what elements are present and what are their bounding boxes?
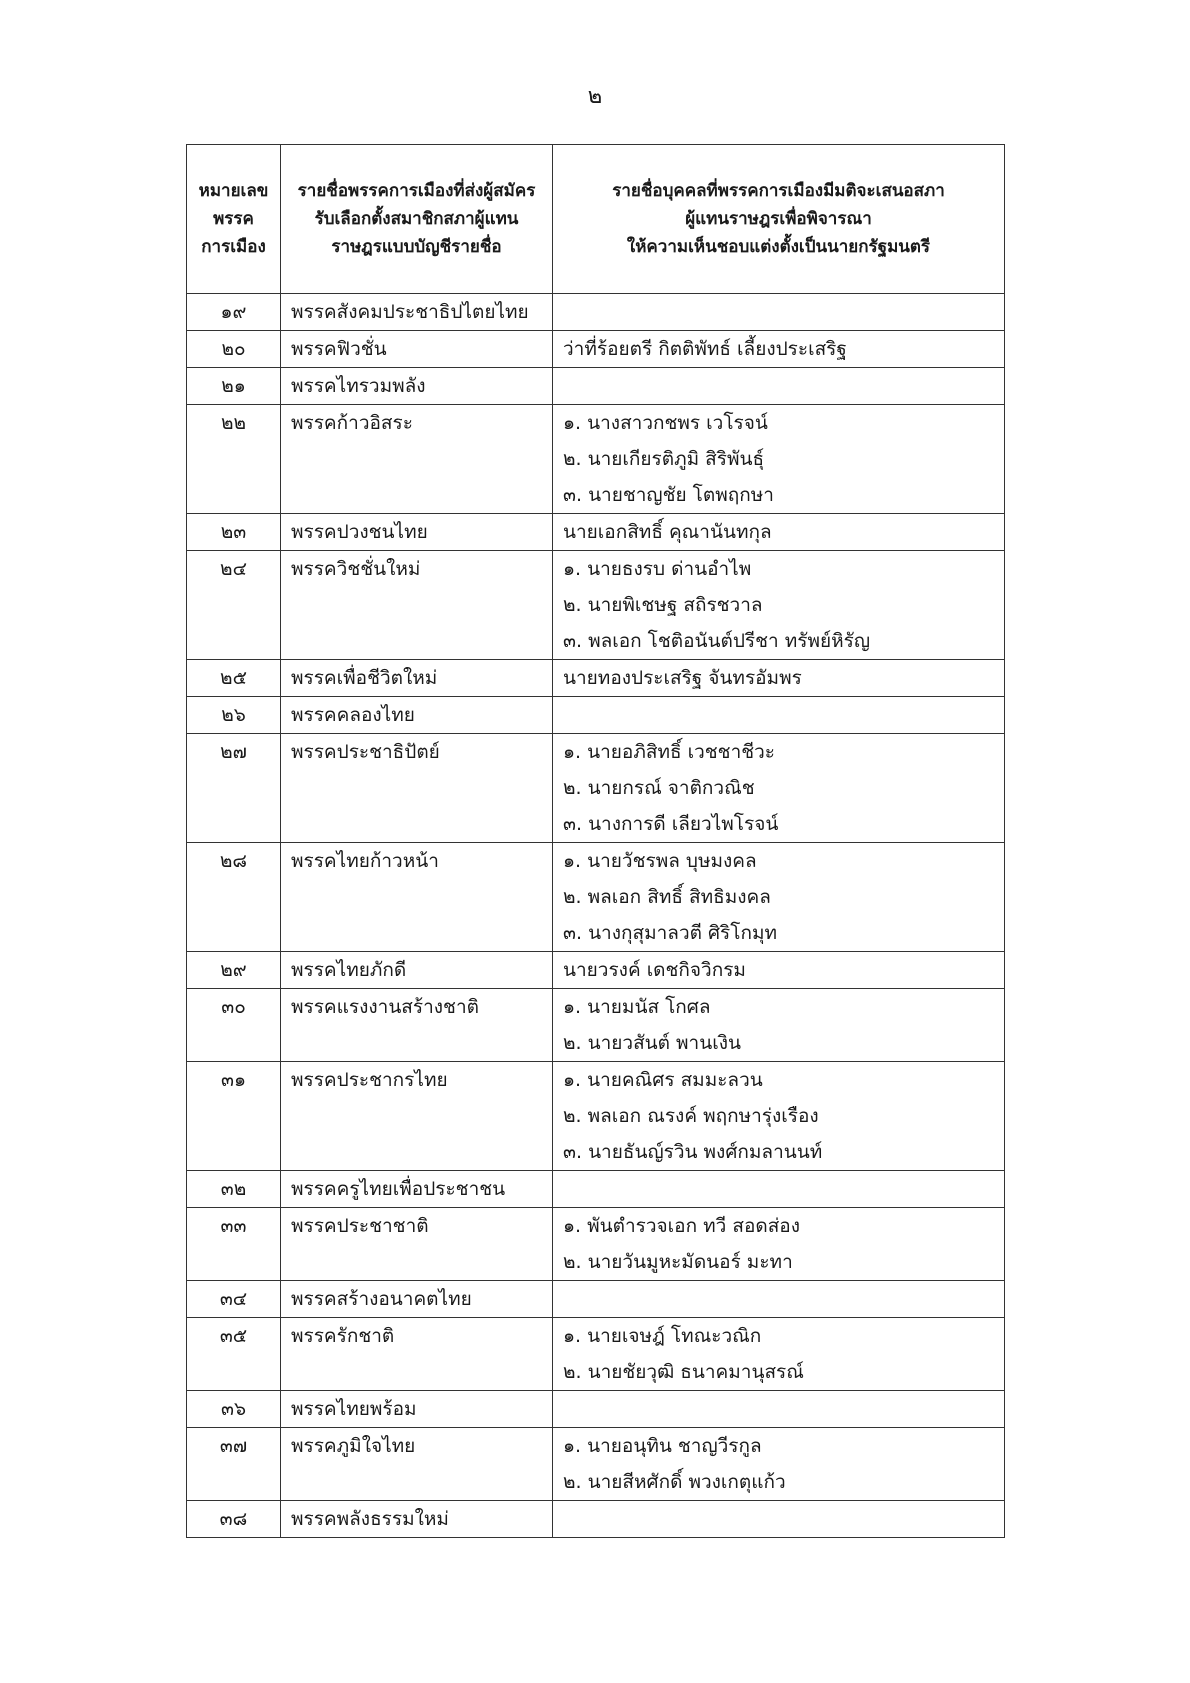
empty-cell <box>563 697 1004 733</box>
pm-candidates <box>553 1318 1005 1391</box>
party-number-text: ๓๖ <box>220 1398 247 1420</box>
party-name <box>281 952 553 989</box>
party-number-text: ๓๐ <box>221 996 246 1018</box>
pm-candidates <box>553 1208 1005 1281</box>
empty-cell <box>563 1391 1004 1427</box>
party-name-text: พรรคคลองไทย <box>291 704 415 726</box>
candidate-name: ๓. นายธันญ์รวิน พงศ์กมลานนท์ <box>563 1141 823 1163</box>
party-name <box>281 1391 553 1428</box>
table-row <box>187 294 1005 331</box>
pm-candidates <box>553 368 1005 405</box>
party-name-text: พรรคไทรวมพลัง <box>291 375 426 397</box>
empty-cell <box>563 1501 1004 1537</box>
table-row <box>187 405 1005 514</box>
table-row <box>187 368 1005 405</box>
pm-candidates <box>553 1171 1005 1208</box>
empty-cell <box>563 294 1004 330</box>
party-number-text: ๑๙ <box>220 301 247 323</box>
party-number <box>187 1318 281 1391</box>
table-row <box>187 331 1005 368</box>
pm-candidates <box>553 1062 1005 1171</box>
candidate-name: ๒. นายชัยวุฒิ ธนาคมานุสรณ์ <box>563 1361 804 1383</box>
table-row <box>187 660 1005 697</box>
party-name-text: พรรคฟิวชั่น <box>291 338 387 360</box>
party-name <box>281 331 553 368</box>
table-row <box>187 1391 1005 1428</box>
header-party-name: รายชื่อพรรคการเมืองที่ส่งผู้สมัคร รับเลือกตั้งสมาชิกสภาผู้แทน ราษฎรแบบบัญชีรายชื่อ <box>281 145 553 294</box>
party-name-text: พรรคสังคมประชาธิปไตยไทย <box>291 301 529 323</box>
pm-candidates <box>553 405 1005 514</box>
empty-cell <box>563 368 1004 404</box>
candidate-name: ๑. นายธงรบ ด่านอำไพ <box>563 558 752 580</box>
party-number <box>187 1062 281 1171</box>
party-number <box>187 1281 281 1318</box>
party-number <box>187 697 281 734</box>
party-name <box>281 1318 553 1391</box>
table-header <box>187 145 1005 294</box>
party-name-text: พรรคไทยภักดี <box>291 959 407 981</box>
party-name <box>281 734 553 843</box>
table-row <box>187 1208 1005 1281</box>
party-name-text: พรรคประชาชาติ <box>291 1215 429 1237</box>
pm-candidates <box>553 989 1005 1062</box>
party-number-text: ๓๓ <box>220 1215 247 1237</box>
party-number-text: ๓๘ <box>219 1508 248 1530</box>
header-pm-candidates: รายชื่อบุคคลที่พรรคการเมืองมีมติจะเสนอสภา ผู้แทนราษฎรเพื่อพิจารณา ให้ความเห็นชอบแต่งตั้งเป็นนายกรัฐมนตรี <box>553 145 1005 294</box>
header-party-number: หมายเลข พรรค การเมือง <box>187 145 281 294</box>
candidate-name: ๓. นางการดี เลียวไพโรจน์ <box>563 813 779 835</box>
party-name-text: พรรคประชาธิปัตย์ <box>291 741 440 763</box>
party-number-text: ๒๑ <box>221 375 246 397</box>
party-name <box>281 294 553 331</box>
table-row <box>187 843 1005 952</box>
party-number <box>187 368 281 405</box>
table-row <box>187 1062 1005 1171</box>
table-row <box>187 952 1005 989</box>
candidate-name: ๒. นายกรณ์ จาติกวณิช <box>563 777 755 799</box>
pm-candidates <box>553 551 1005 660</box>
party-name-text: พรรคพลังธรรมใหม่ <box>291 1508 449 1530</box>
table-row <box>187 697 1005 734</box>
party-name <box>281 1428 553 1501</box>
candidate-name: ว่าที่ร้อยตรี กิตติพัทธ์ เลี้ยงประเสริฐ <box>563 338 847 360</box>
party-number-text: ๒๕ <box>220 667 247 689</box>
party-number <box>187 660 281 697</box>
candidate-name: ๑. นายเจษฎ์ โทณะวณิก <box>563 1325 762 1347</box>
party-name-text: พรรคไทยก้าวหน้า <box>291 850 439 872</box>
party-number-text: ๓๑ <box>220 1069 247 1091</box>
pm-candidates <box>553 697 1005 734</box>
party-name <box>281 1062 553 1171</box>
party-name <box>281 1501 553 1538</box>
table-row <box>187 1501 1005 1538</box>
party-number <box>187 331 281 368</box>
candidate-name: ๒. นายวสันต์ พานเงิน <box>563 1032 741 1054</box>
party-name-text: พรรคปวงชนไทย <box>291 521 428 543</box>
party-number <box>187 294 281 331</box>
party-number-text: ๒๒ <box>220 412 247 434</box>
party-name-text: พรรครักชาติ <box>291 1325 395 1347</box>
table-row <box>187 551 1005 660</box>
party-name <box>281 1281 553 1318</box>
candidate-name: ๑. นายอภิสิทธิ์ เวชชาชีวะ <box>563 741 776 763</box>
party-name <box>281 405 553 514</box>
party-name <box>281 989 553 1062</box>
empty-cell <box>563 1281 1004 1317</box>
party-name <box>281 1208 553 1281</box>
candidate-name: ๓. พลเอก โชติอนันต์ปรีชา ทรัพย์หิรัญ <box>563 630 871 652</box>
table-body <box>187 294 1005 1538</box>
party-number <box>187 551 281 660</box>
party-name <box>281 551 553 660</box>
pm-candidates <box>553 1501 1005 1538</box>
table-row <box>187 1281 1005 1318</box>
table-row <box>187 989 1005 1062</box>
candidate-name: ๒. พลเอก สิทธิ์ สิทธิมงคล <box>563 886 771 908</box>
pm-candidates <box>553 952 1005 989</box>
table-row <box>187 734 1005 843</box>
candidate-name: นายเอกสิทธิ์ คุณานันทกุล <box>563 521 772 543</box>
candidate-name: นายวรงค์ เดชกิจวิกรม <box>563 959 746 981</box>
page-number: ๒ <box>587 84 603 109</box>
party-name-text: พรรคแรงงานสร้างชาติ <box>291 996 479 1018</box>
table-row <box>187 514 1005 551</box>
party-name <box>281 697 553 734</box>
pm-candidates <box>553 734 1005 843</box>
candidate-name: ๒. นายสีหศักดิ์ พวงเกตุแก้ว <box>563 1471 786 1493</box>
party-candidate-table <box>186 144 1005 1538</box>
party-number-text: ๒๙ <box>220 959 247 981</box>
pm-candidates <box>553 294 1005 331</box>
party-name <box>281 843 553 952</box>
party-number-text: ๒๘ <box>219 850 248 872</box>
party-number-text: ๓๗ <box>219 1435 248 1457</box>
party-number <box>187 734 281 843</box>
party-number <box>187 1428 281 1501</box>
table-row <box>187 1428 1005 1501</box>
pm-candidates <box>553 1428 1005 1501</box>
party-name-text: พรรคเพื่อชีวิตใหม่ <box>291 667 438 689</box>
pm-candidates <box>553 1281 1005 1318</box>
party-name <box>281 660 553 697</box>
candidate-name: ๑. นายมนัส โกศล <box>563 996 711 1018</box>
party-name-text: พรรคไทยพร้อม <box>291 1398 417 1420</box>
party-number <box>187 843 281 952</box>
party-name-text: พรรคประชากรไทย <box>291 1069 448 1091</box>
candidate-name: ๑. นางสาวกชพร เวโรจน์ <box>563 412 768 434</box>
party-number-text: ๓๔ <box>219 1288 248 1310</box>
party-number-text: ๒๐ <box>221 338 246 360</box>
candidate-name: ๑. นายคณิศร สมมะลวน <box>563 1069 763 1091</box>
party-name-text: พรรคสร้างอนาคตไทย <box>291 1288 472 1310</box>
party-number-text: ๓๒ <box>220 1178 247 1200</box>
pm-candidates <box>553 1391 1005 1428</box>
party-number <box>187 1208 281 1281</box>
table-row <box>187 1318 1005 1391</box>
candidate-name: นายทองประเสริฐ จันทรอัมพร <box>563 667 802 689</box>
pm-candidates <box>553 514 1005 551</box>
party-name-text: พรรคภูมิใจไทย <box>291 1435 416 1457</box>
party-number-text: ๓๕ <box>219 1325 248 1347</box>
party-number <box>187 952 281 989</box>
empty-cell <box>563 1171 1004 1207</box>
party-name <box>281 368 553 405</box>
candidate-name: ๒. พลเอก ณรงค์ พฤกษารุ่งเรือง <box>563 1105 819 1127</box>
party-number-text: ๒๓ <box>220 521 247 543</box>
pm-candidates <box>553 331 1005 368</box>
candidate-name: ๒. นายพิเชษฐ สถิรชวาล <box>563 594 763 616</box>
candidate-name: ๒. นายเกียรติภูมิ สิริพันธุ์ <box>563 448 765 470</box>
table-row <box>187 1171 1005 1208</box>
party-number-text: ๒๗ <box>220 741 247 763</box>
header-row <box>187 145 1005 294</box>
party-name-text: พรรควิชชั่นใหม่ <box>291 558 421 580</box>
pm-candidates <box>553 660 1005 697</box>
party-number <box>187 1171 281 1208</box>
party-name <box>281 514 553 551</box>
candidate-name: ๑. นายวัชรพล บุษมงคล <box>563 850 757 872</box>
candidate-name: ๓. นายชาญชัย โตพฤกษา <box>563 484 774 506</box>
candidate-name: ๑. นายอนุทิน ชาญวีรกูล <box>563 1435 762 1457</box>
party-number-text: ๒๔ <box>220 558 247 580</box>
party-number <box>187 1391 281 1428</box>
candidate-name: ๓. นางกุสุมาลวตี ศิริโกมุท <box>563 922 778 944</box>
party-name-text: พรรคก้าวอิสระ <box>291 412 413 434</box>
party-number <box>187 1501 281 1538</box>
party-number-text: ๒๖ <box>221 704 246 726</box>
party-number <box>187 405 281 514</box>
pm-candidates <box>553 843 1005 952</box>
party-name-text: พรรคครูไทยเพื่อประชาชน <box>291 1178 506 1200</box>
candidate-name: ๒. นายวันมูหะมัดนอร์ มะทา <box>563 1251 793 1273</box>
candidate-name: ๑. พันตำรวจเอก ทวี สอดส่อง <box>563 1215 800 1237</box>
party-number <box>187 989 281 1062</box>
party-number <box>187 514 281 551</box>
party-name <box>281 1171 553 1208</box>
